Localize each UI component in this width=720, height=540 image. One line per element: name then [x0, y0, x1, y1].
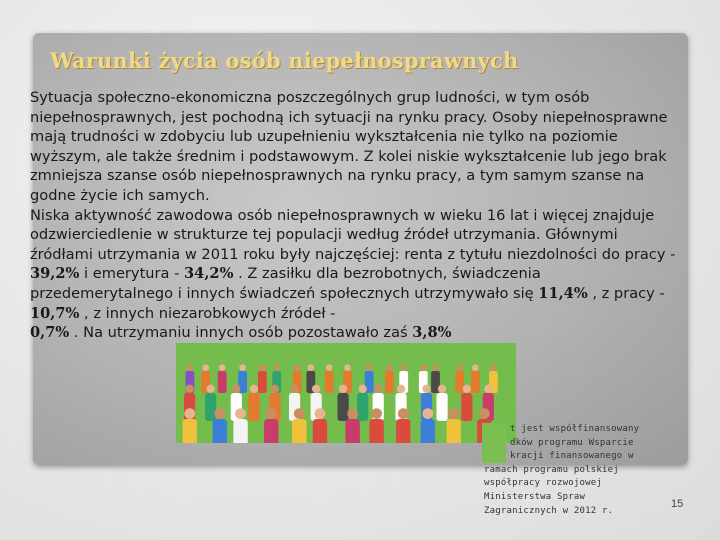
person-head — [266, 408, 277, 419]
person-head — [273, 364, 280, 371]
person-head — [456, 364, 463, 371]
person-head — [374, 385, 382, 393]
person-body — [292, 419, 306, 443]
person-head — [420, 364, 427, 371]
person-head — [250, 385, 258, 393]
person-head — [479, 408, 490, 419]
person-head — [187, 364, 194, 371]
person-head — [366, 364, 373, 371]
person-body — [313, 419, 327, 443]
person-head — [185, 385, 193, 393]
person-body — [471, 371, 480, 393]
person-head — [202, 364, 209, 371]
slide-title: Warunki życia osób niepełnosprawnych — [50, 48, 519, 73]
paragraph-text: i emerytura - — [79, 265, 185, 283]
person-head — [214, 408, 225, 419]
footer-line: współpracy rozwojowej — [484, 478, 602, 489]
paragraph-text: Niska aktywność zawodowa osób niepełnosprawnych w wieku 16 lat i więcej znajduje odzwierciedlenie w strukturze tej populacji według źródeł utrzymania. Głównymi źródłami utrzymania w 2011 roku były najczęściej: renta z tytułu niezdolności do pracy - — [30, 206, 676, 263]
stat-value: 34,2% — [184, 265, 234, 283]
person-head — [308, 364, 315, 371]
person-head — [235, 408, 246, 419]
person-head — [472, 364, 479, 371]
page-number: 15 — [671, 498, 684, 510]
person-head — [371, 408, 382, 419]
person-head — [347, 408, 358, 419]
person-body — [264, 419, 278, 443]
footer-line: Ministerstwa Spraw — [484, 491, 586, 502]
person-head — [290, 385, 298, 393]
paragraph-text: . Na utrzymaniu innych osób pozostawało zaś — [69, 324, 413, 342]
person-head — [398, 408, 409, 419]
person-head — [206, 385, 214, 393]
paragraph-text: , z innych niezarobkowych źródeł - — [79, 304, 336, 322]
person-head — [463, 385, 471, 393]
person-head — [386, 364, 393, 371]
person-body — [213, 419, 227, 443]
stat-value: 39,2% — [30, 265, 80, 283]
person-body — [218, 371, 227, 393]
footer-line: Zagranicznych w 2012 r. — [484, 505, 614, 516]
person-body — [436, 393, 447, 421]
person-body — [357, 393, 368, 421]
person-head — [239, 364, 246, 371]
person-body — [421, 419, 435, 443]
person-body — [447, 419, 461, 443]
person-head — [344, 364, 351, 371]
paragraph-text: , z pracy - — [587, 284, 665, 302]
person-head — [232, 385, 240, 393]
person-head — [448, 408, 459, 419]
photo-overlap — [482, 423, 506, 463]
person-body — [345, 419, 359, 443]
person-head — [271, 385, 279, 393]
person-head — [422, 408, 433, 419]
crowd-photo — [176, 343, 516, 443]
stat-value: 11,4% — [538, 284, 588, 302]
person-head — [422, 385, 430, 393]
person-head — [294, 408, 305, 419]
person-head — [259, 364, 266, 371]
person-head — [490, 364, 497, 371]
paragraph-text: . Z zasiłku dla bezrobotnych, świadczenia przedemerytalnego i innych świadczeń społecznych utrzymywało się — [30, 265, 541, 302]
person-head — [312, 385, 320, 393]
person-head — [400, 364, 407, 371]
person-body — [396, 419, 410, 443]
person-body — [337, 393, 348, 421]
stat-value: 10,7% — [30, 304, 80, 322]
person-head — [184, 408, 195, 419]
person-head — [315, 408, 326, 419]
person-head — [397, 385, 405, 393]
paragraph-text: Sytuacja społeczno-ekonomiczna poszczególnych grup ludności, w tym osób niepełnosprawnych, jest pochodną ich sytuacji na rynku pracy. Osoby niepełnosprawne mają trudności w zdobyciu lub uzupełnieniu wykształcenia nie tylko na poziomie wyższym, ale także średnim i podstawowym. Z kolei niskie wykształcenie lub jego brak zmniejsza szanse osób niepełnosprawnych na rynku pracy, a tym samym szanse na godne życie ich samych. — [30, 89, 668, 204]
person-head — [484, 385, 492, 393]
footer-line: ramach programu polskiej — [484, 464, 619, 475]
person-head — [358, 385, 366, 393]
person-body — [461, 393, 472, 421]
footer-line: kracji finansowanego w — [510, 451, 634, 462]
person-body — [183, 419, 197, 443]
footer-line: t jest współfinansowany — [510, 424, 640, 434]
person-head — [219, 364, 226, 371]
person-body — [385, 371, 394, 393]
footer-note — [484, 423, 659, 518]
stat-value: 0,7% — [30, 324, 70, 342]
person-body — [325, 371, 334, 393]
person-body — [369, 419, 383, 443]
footer-line: dków programu Wsparcie — [510, 437, 634, 448]
stat-value: 3,8% — [412, 324, 452, 342]
body-paragraph — [30, 88, 680, 343]
person-head — [438, 385, 446, 393]
person-body — [248, 393, 259, 421]
person-body — [258, 371, 267, 393]
person-body — [233, 419, 247, 443]
person-head — [326, 364, 333, 371]
person-head — [294, 364, 301, 371]
person-head — [339, 385, 347, 393]
person-body — [205, 393, 216, 421]
crowd-illustration — [176, 343, 516, 443]
person-head — [432, 364, 439, 371]
